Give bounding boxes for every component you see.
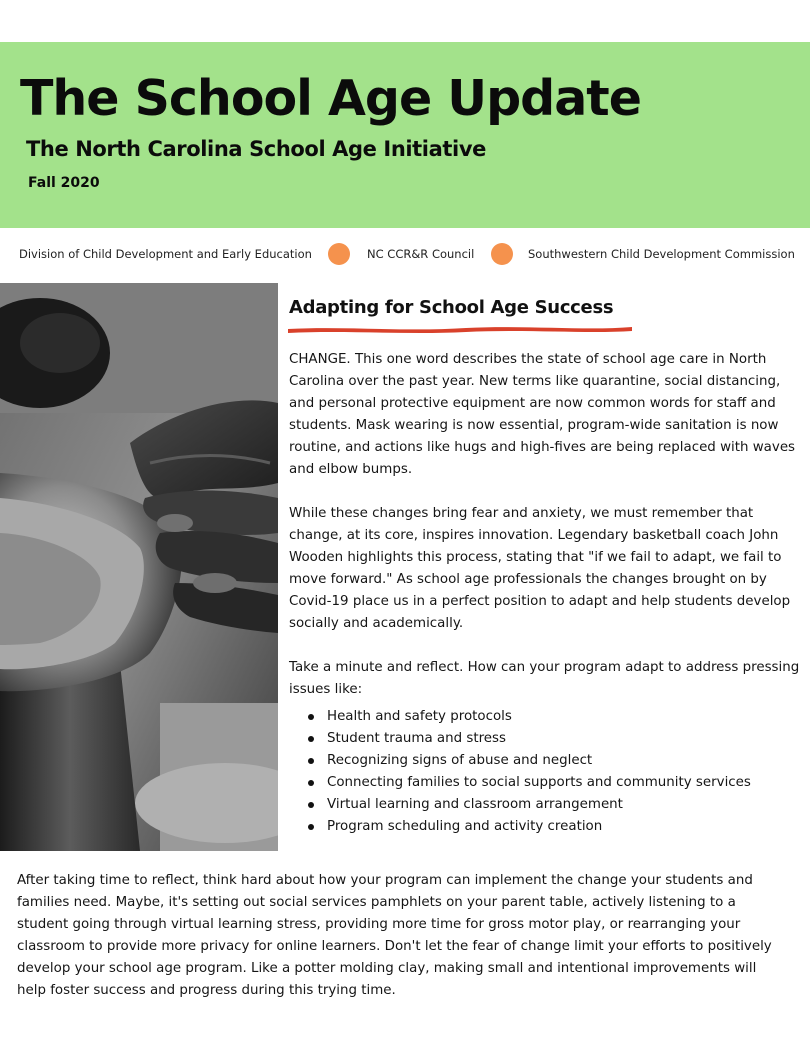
article-paragraph-1: CHANGE. This one word describes the state of school age care in North Carolina over the past year. New terms like quarantine, social distancing, and personal protective equipment are now common words for staff and students. Mask wearing is now essential, program-wide sanitation is now routine, and actions like hugs and high-fives are being replaced with waves and elbow bumps. [289,352,796,477]
separator-dot-icon [328,243,350,265]
newsletter-subtitle: The North Carolina School Age Initiative [26,137,486,161]
partner-dcdee: Division of Child Development and Early Education [19,247,312,261]
list-item: Health and safety protocols [306,706,751,728]
pottery-wheel-hands-image [0,283,278,851]
top-margin [0,0,810,42]
separator-dot-icon [491,243,513,265]
heading-underline-brush [286,322,634,336]
newsletter-title: The School Age Update [20,70,641,127]
list-item: Connecting families to social supports and community services [306,772,751,794]
list-item: Student trauma and stress [306,728,751,750]
article-heading: Adapting for School Age Success [289,297,614,318]
list-item: Virtual learning and classroom arrangement [306,794,751,816]
article-paragraph-2: While these changes bring fear and anxiety, we must remember that change, at its core, inspires innovation. Legendary basketball coach John Wooden highlights this process, stating that "if we fail to adapt, we fail to move forward." As school age professionals the changes brought on by Covid-19 place us in a perfect position to adapt and help students develop socially and academically. [289,506,791,631]
list-item: Recognizing signs of abuse and neglect [306,750,751,772]
partner-bar [0,232,810,276]
article-paragraph-3: Take a minute and reflect. How can your program adapt to address pressing issues like: [289,660,800,697]
closing-paragraph: After taking time to reflect, think hard about how your program can implement the change your students and families need. Maybe, it's setting out social services pamphlets on your parent table, actively listening to a student going through virtual learning stress, providing more time for gross motor play, or rearranging your classroom to provide more privacy for online learners. Don't let the fear of change limit your efforts to positively develop your school age program. Like a potter molding clay, making small and intentional improvements will help foster success and progress during this trying time. [17,873,772,998]
issue-season: Fall 2020 [28,175,100,191]
partner-ccrr-council: NC CCR&R Council [367,247,475,261]
partner-swcdc: Southwestern Child Development Commission [528,247,795,261]
list-item: Program scheduling and activity creation [306,816,751,838]
issues-list [306,706,751,838]
